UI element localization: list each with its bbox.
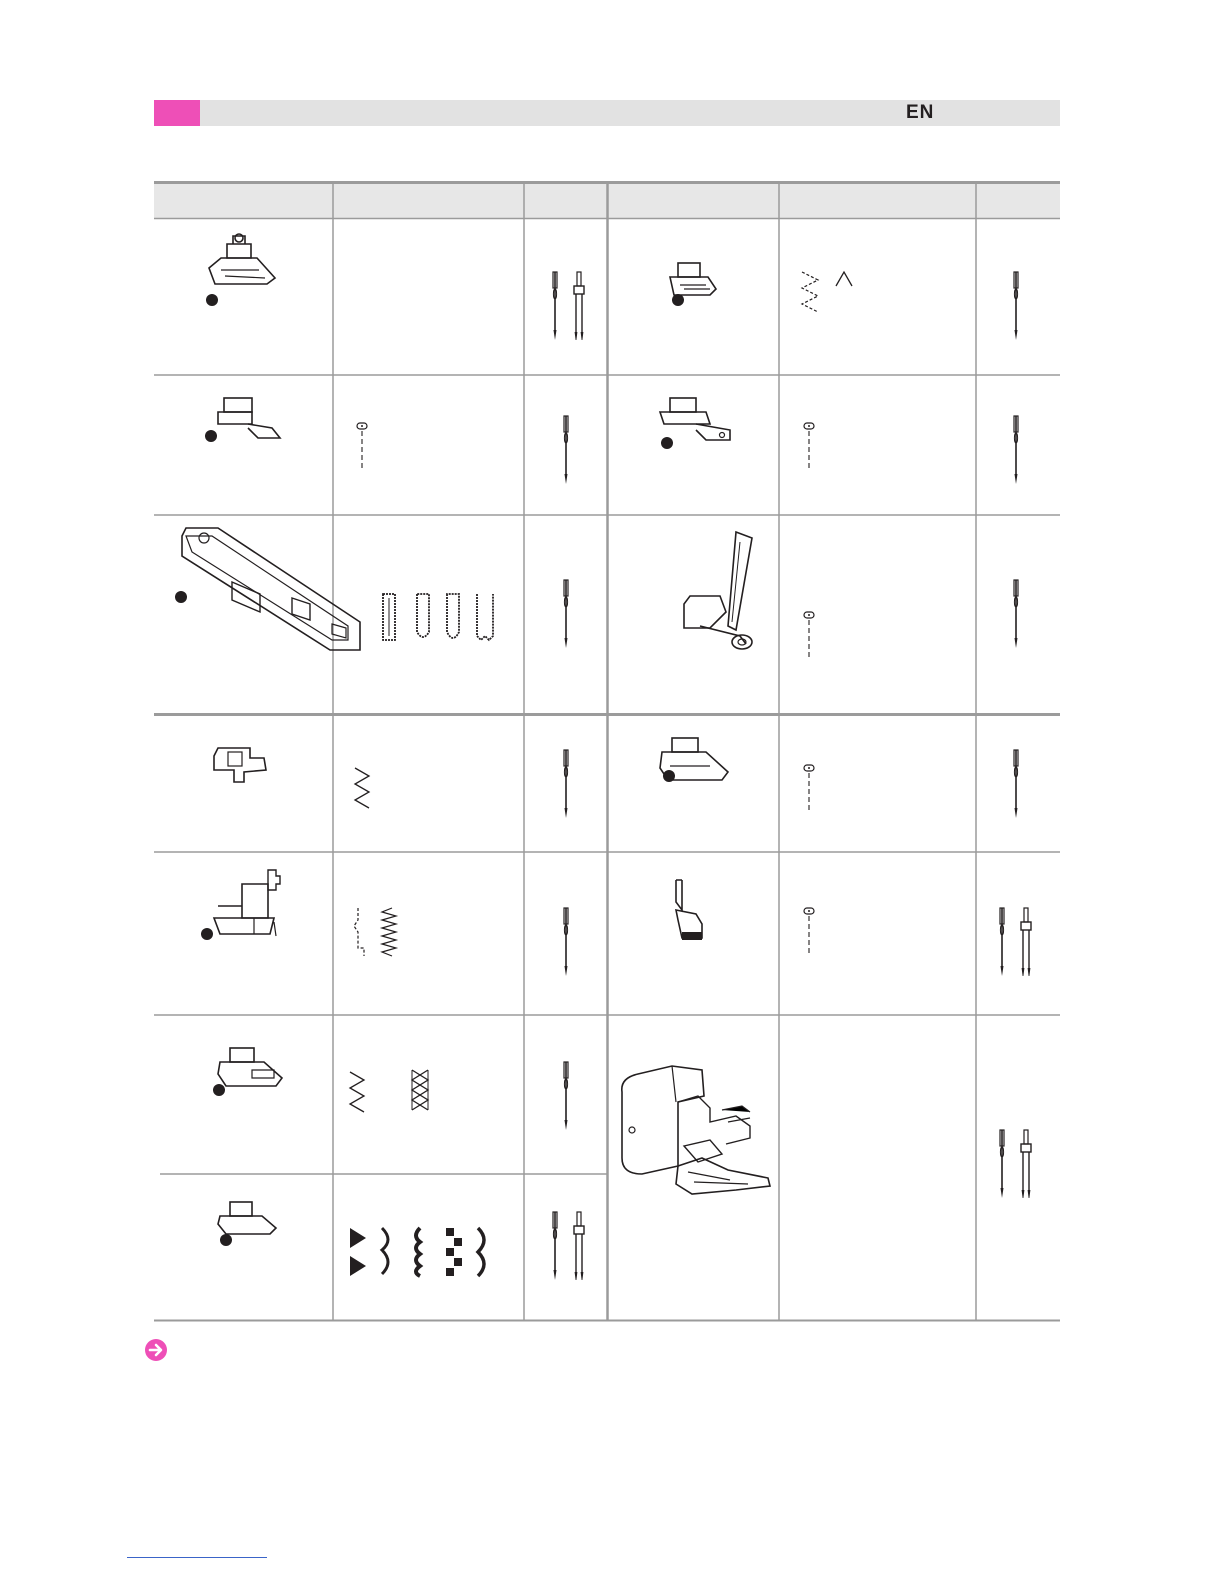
straight-stitch-icon	[804, 765, 814, 813]
single-needle-icon	[564, 1062, 568, 1130]
single-needle-icon	[564, 908, 568, 976]
overcast-stitch-icon	[802, 272, 852, 312]
zigzag-foot-icon	[209, 234, 275, 284]
button-sewing-foot-icon	[684, 532, 752, 649]
foot-marker-dot	[175, 591, 187, 603]
cording-stitch-icon	[354, 908, 396, 956]
single-needle-icon	[564, 750, 568, 818]
blind-hem-foot-icon	[676, 880, 702, 940]
twin-needle-icon	[1000, 1130, 1031, 1198]
buttonhole-stitch-icon	[383, 594, 493, 640]
overcasting-foot-icon	[670, 263, 716, 295]
arrow-right-circle-icon	[144, 1338, 168, 1362]
decorative-stitches-icon	[350, 1228, 484, 1276]
zigzag-stitch-icon	[355, 768, 369, 808]
single-needle-icon	[1014, 272, 1018, 340]
twin-needle-icon	[553, 1212, 584, 1280]
language-label: EN	[906, 102, 935, 123]
hyperlink-underline	[127, 1557, 267, 1558]
straight-stitch-icon	[357, 423, 367, 471]
overcast-foot-icon	[218, 398, 280, 438]
foot-marker-dot	[220, 1234, 232, 1246]
cording-foot-icon	[214, 870, 280, 936]
twin-needle-icon	[1000, 908, 1031, 976]
foot-marker-dot	[206, 294, 218, 306]
twin-needle-icon	[553, 272, 584, 340]
foot-marker-dot	[663, 770, 675, 782]
foot-marker-dot	[213, 1084, 225, 1096]
single-needle-icon	[1014, 580, 1018, 648]
satin-stitch-foot-icon	[218, 1048, 282, 1086]
decorative-stitch-foot-icon	[218, 1202, 276, 1234]
walking-foot-icon	[622, 1066, 770, 1194]
foot-marker-dot	[205, 430, 217, 442]
single-needle-icon	[1014, 416, 1018, 484]
foot-marker-dot	[672, 294, 684, 306]
zipper-foot-icon	[660, 398, 730, 440]
single-needle-icon	[1014, 750, 1018, 818]
triple-zigzag-stitch-icon	[412, 1070, 428, 1110]
satin-foot-icon	[214, 748, 266, 782]
straight-stitch-icon	[804, 612, 814, 660]
foot-marker-dot	[201, 928, 213, 940]
single-needle-icon	[564, 580, 568, 648]
single-needle-icon	[564, 416, 568, 484]
straight-stitch-icon	[804, 908, 814, 956]
zigzag-stitch-icon	[350, 1072, 364, 1112]
straight-stitch-icon	[804, 423, 814, 471]
foot-marker-dot	[661, 437, 673, 449]
